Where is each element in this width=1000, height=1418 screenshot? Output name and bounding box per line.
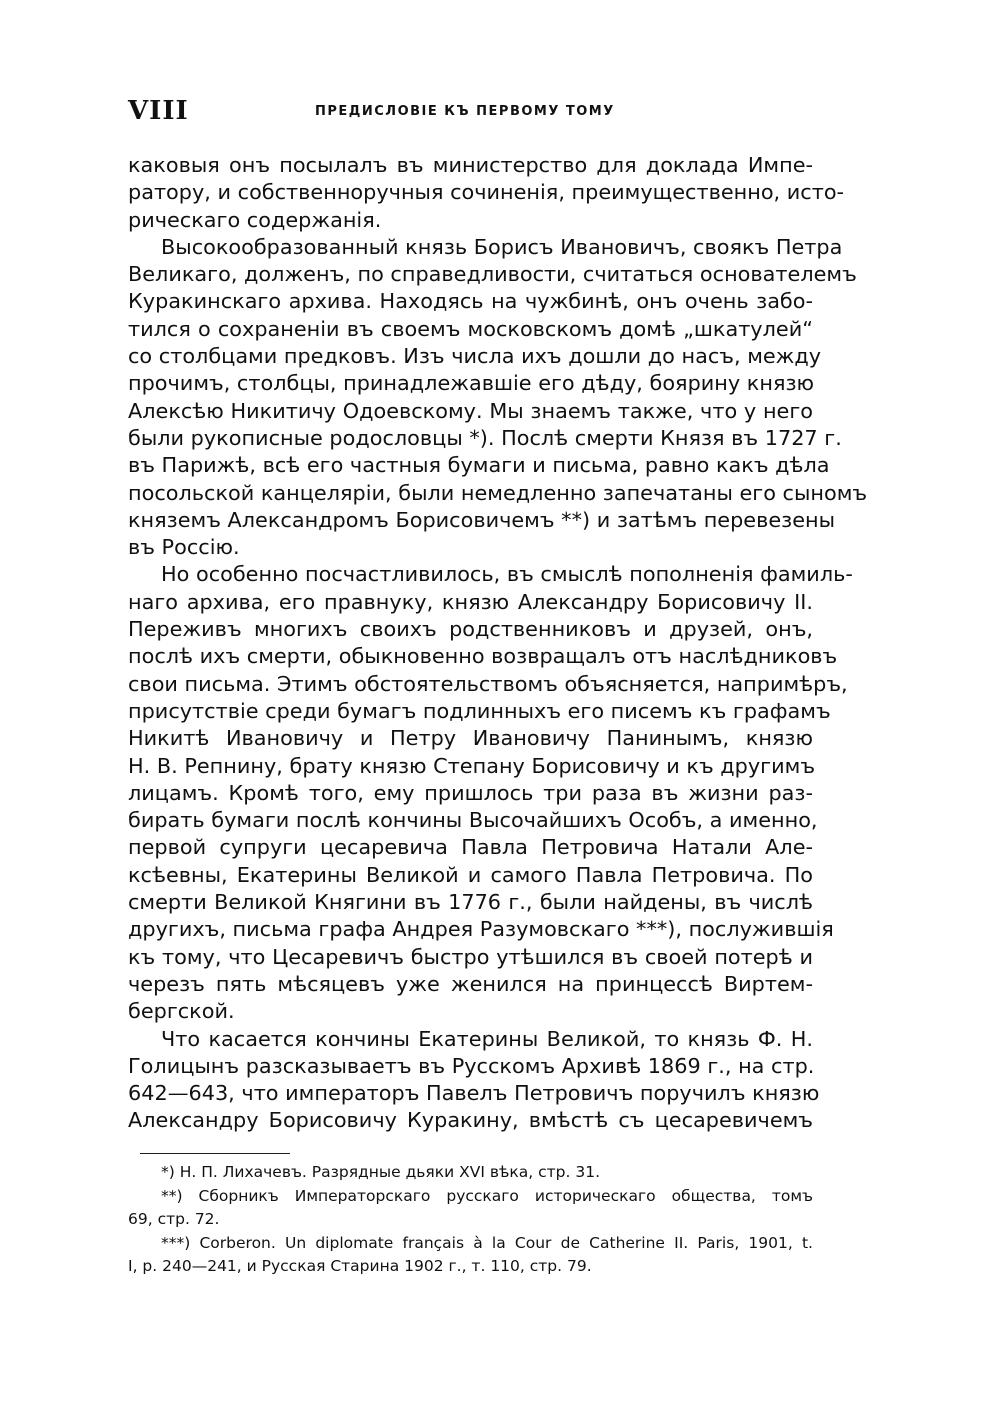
text-line: тился о сохраненіи въ своемъ московскомъ домѣ „шкатулей“ (128, 316, 813, 341)
text-line: бергской. (128, 999, 235, 1024)
text-line: посольской канцеляріи, были немедленно запечатаны его сыномъ (128, 480, 868, 505)
text-line: княземъ Александромъ Борисовичемъ **) и затѣмъ перевезены (128, 507, 836, 532)
text-line: свои письма. Этимъ обстоятельствомъ объясняется, напримѣръ, (128, 671, 848, 696)
text-line: Но особенно посчастливилось, въ смыслѣ пополненія фамиль- (161, 562, 853, 587)
footnote (128, 1185, 813, 1232)
text-line: послѣ ихъ смерти, обыкновенно возвращалъ отъ наслѣдниковъ (128, 644, 838, 669)
text-line: каковыя онъ посылалъ въ министерство для доклада Импе- (128, 153, 813, 177)
paragraph (128, 234, 868, 562)
page-number: VIII (128, 96, 189, 126)
text-line: другихъ, письма графа Андрея Разумовскаго ***), послужившія (128, 917, 834, 942)
text-line: Алексѣю Никитичу Одоевскому. Мы знаемъ также, что у него (128, 398, 813, 423)
text-line: Куракинскаго архива. Находясь на чужбинѣ, онъ очень забо- (128, 289, 813, 314)
footnote (128, 1232, 813, 1279)
footnote-line: ***) Corberon. Un diplomate français à la Cour de Catherine II. Paris, 1901, t. (161, 1233, 813, 1252)
footnote-line: *) Н. П. Лихачевъ. Разрядные дьяки XVI вѣка, стр. 31. (161, 1163, 600, 1181)
footnote-line: 69, стр. 72. (128, 1210, 220, 1228)
text-line: наго архива, его правнуку, князю Александру Борисовичу II. (128, 589, 813, 614)
text-line: Никитѣ Ивановичу и Петру Ивановичу Панинымъ, князю (128, 726, 813, 751)
footnote-line: I, p. 240—241, и Русская Старина 1902 г., т. 110, стр. 79. (128, 1257, 592, 1275)
paragraph (128, 1026, 820, 1135)
footnote-divider (140, 1153, 290, 1154)
text-line: смерти Великой Княгини въ 1776 г., были найдены, въ числѣ (128, 890, 813, 915)
text-line: Н. В. Репнину, брату князю Степану Борисовичу и къ другимъ (128, 753, 816, 778)
footnote-line: **) Сборникъ Императорскаго русскаго историческаго общества, томъ (161, 1186, 813, 1205)
text-line: Александру Борисовичу Куракину, вмѣстѣ съ цесаревичемъ (128, 1108, 813, 1133)
text-line: прочимъ, столбцы, принадлежавшіе его дѣду, боярину князю (128, 371, 815, 396)
footnotes (128, 1161, 813, 1279)
text-line: Великаго, долженъ, по справедливости, считаться основателемъ (128, 262, 857, 287)
text-line: черезъ пять мѣсяцевъ уже женился на принцессѣ Виртем- (128, 971, 813, 996)
text-line: лицамъ. Кромѣ того, ему пришлось три раза въ жизни раз- (128, 780, 813, 805)
text-line: 642—643, что императоръ Павелъ Петровичъ поручилъ князю (128, 1081, 820, 1106)
text-line: ксѣевны, Екатерины Великой и самого Павла Петровича. По (128, 862, 813, 887)
text-line: рическаго содержанія. (128, 207, 382, 232)
text-line: первой супруги цесаревича Павла Петровича Натали Але- (128, 835, 813, 860)
paragraph (128, 561, 853, 1025)
text-line: въ Россію. (128, 535, 240, 560)
text-line: ратору, и собственноручныя сочиненія, преимущественно, исто- (128, 180, 845, 205)
footnote (128, 1161, 813, 1185)
text-line: бирать бумаги послѣ кончины Высочайшихъ Особъ, а именно, (128, 808, 818, 833)
body-text (128, 152, 868, 1135)
text-line: Высокообразованный князь Борисъ Ивановичъ, своякъ Петра (161, 234, 843, 259)
text-line: Голицынъ разсказываетъ въ Русскомъ Архивѣ 1869 г., на стр. (128, 1053, 815, 1078)
text-line: были рукописные родословцы *). Послѣ смерти Князя въ 1727 г. (128, 425, 842, 450)
text-line: со столбцами предковъ. Изъ числа ихъ дошли до насъ, между (128, 344, 822, 369)
text-line: Переживъ многихъ своихъ родственниковъ и друзей, онъ, (128, 617, 813, 642)
text-line: Что касается кончины Екатерины Великой, то князь Ф. Н. (161, 1026, 813, 1051)
running-title: ПРЕДИСЛОВІЕ КЪ ПЕРВОМУ ТОМУ (315, 104, 615, 119)
text-line: въ Парижѣ, всѣ его частныя бумаги и письма, равно какъ дѣла (128, 453, 830, 478)
paragraph (128, 152, 845, 234)
text-line: присутствіе среди бумагъ подлинныхъ его писемъ къ графамъ (128, 698, 831, 723)
page-header (128, 96, 813, 136)
text-line: къ тому, что Цесаревичъ быстро утѣшился въ своей потерѣ и (128, 944, 813, 969)
